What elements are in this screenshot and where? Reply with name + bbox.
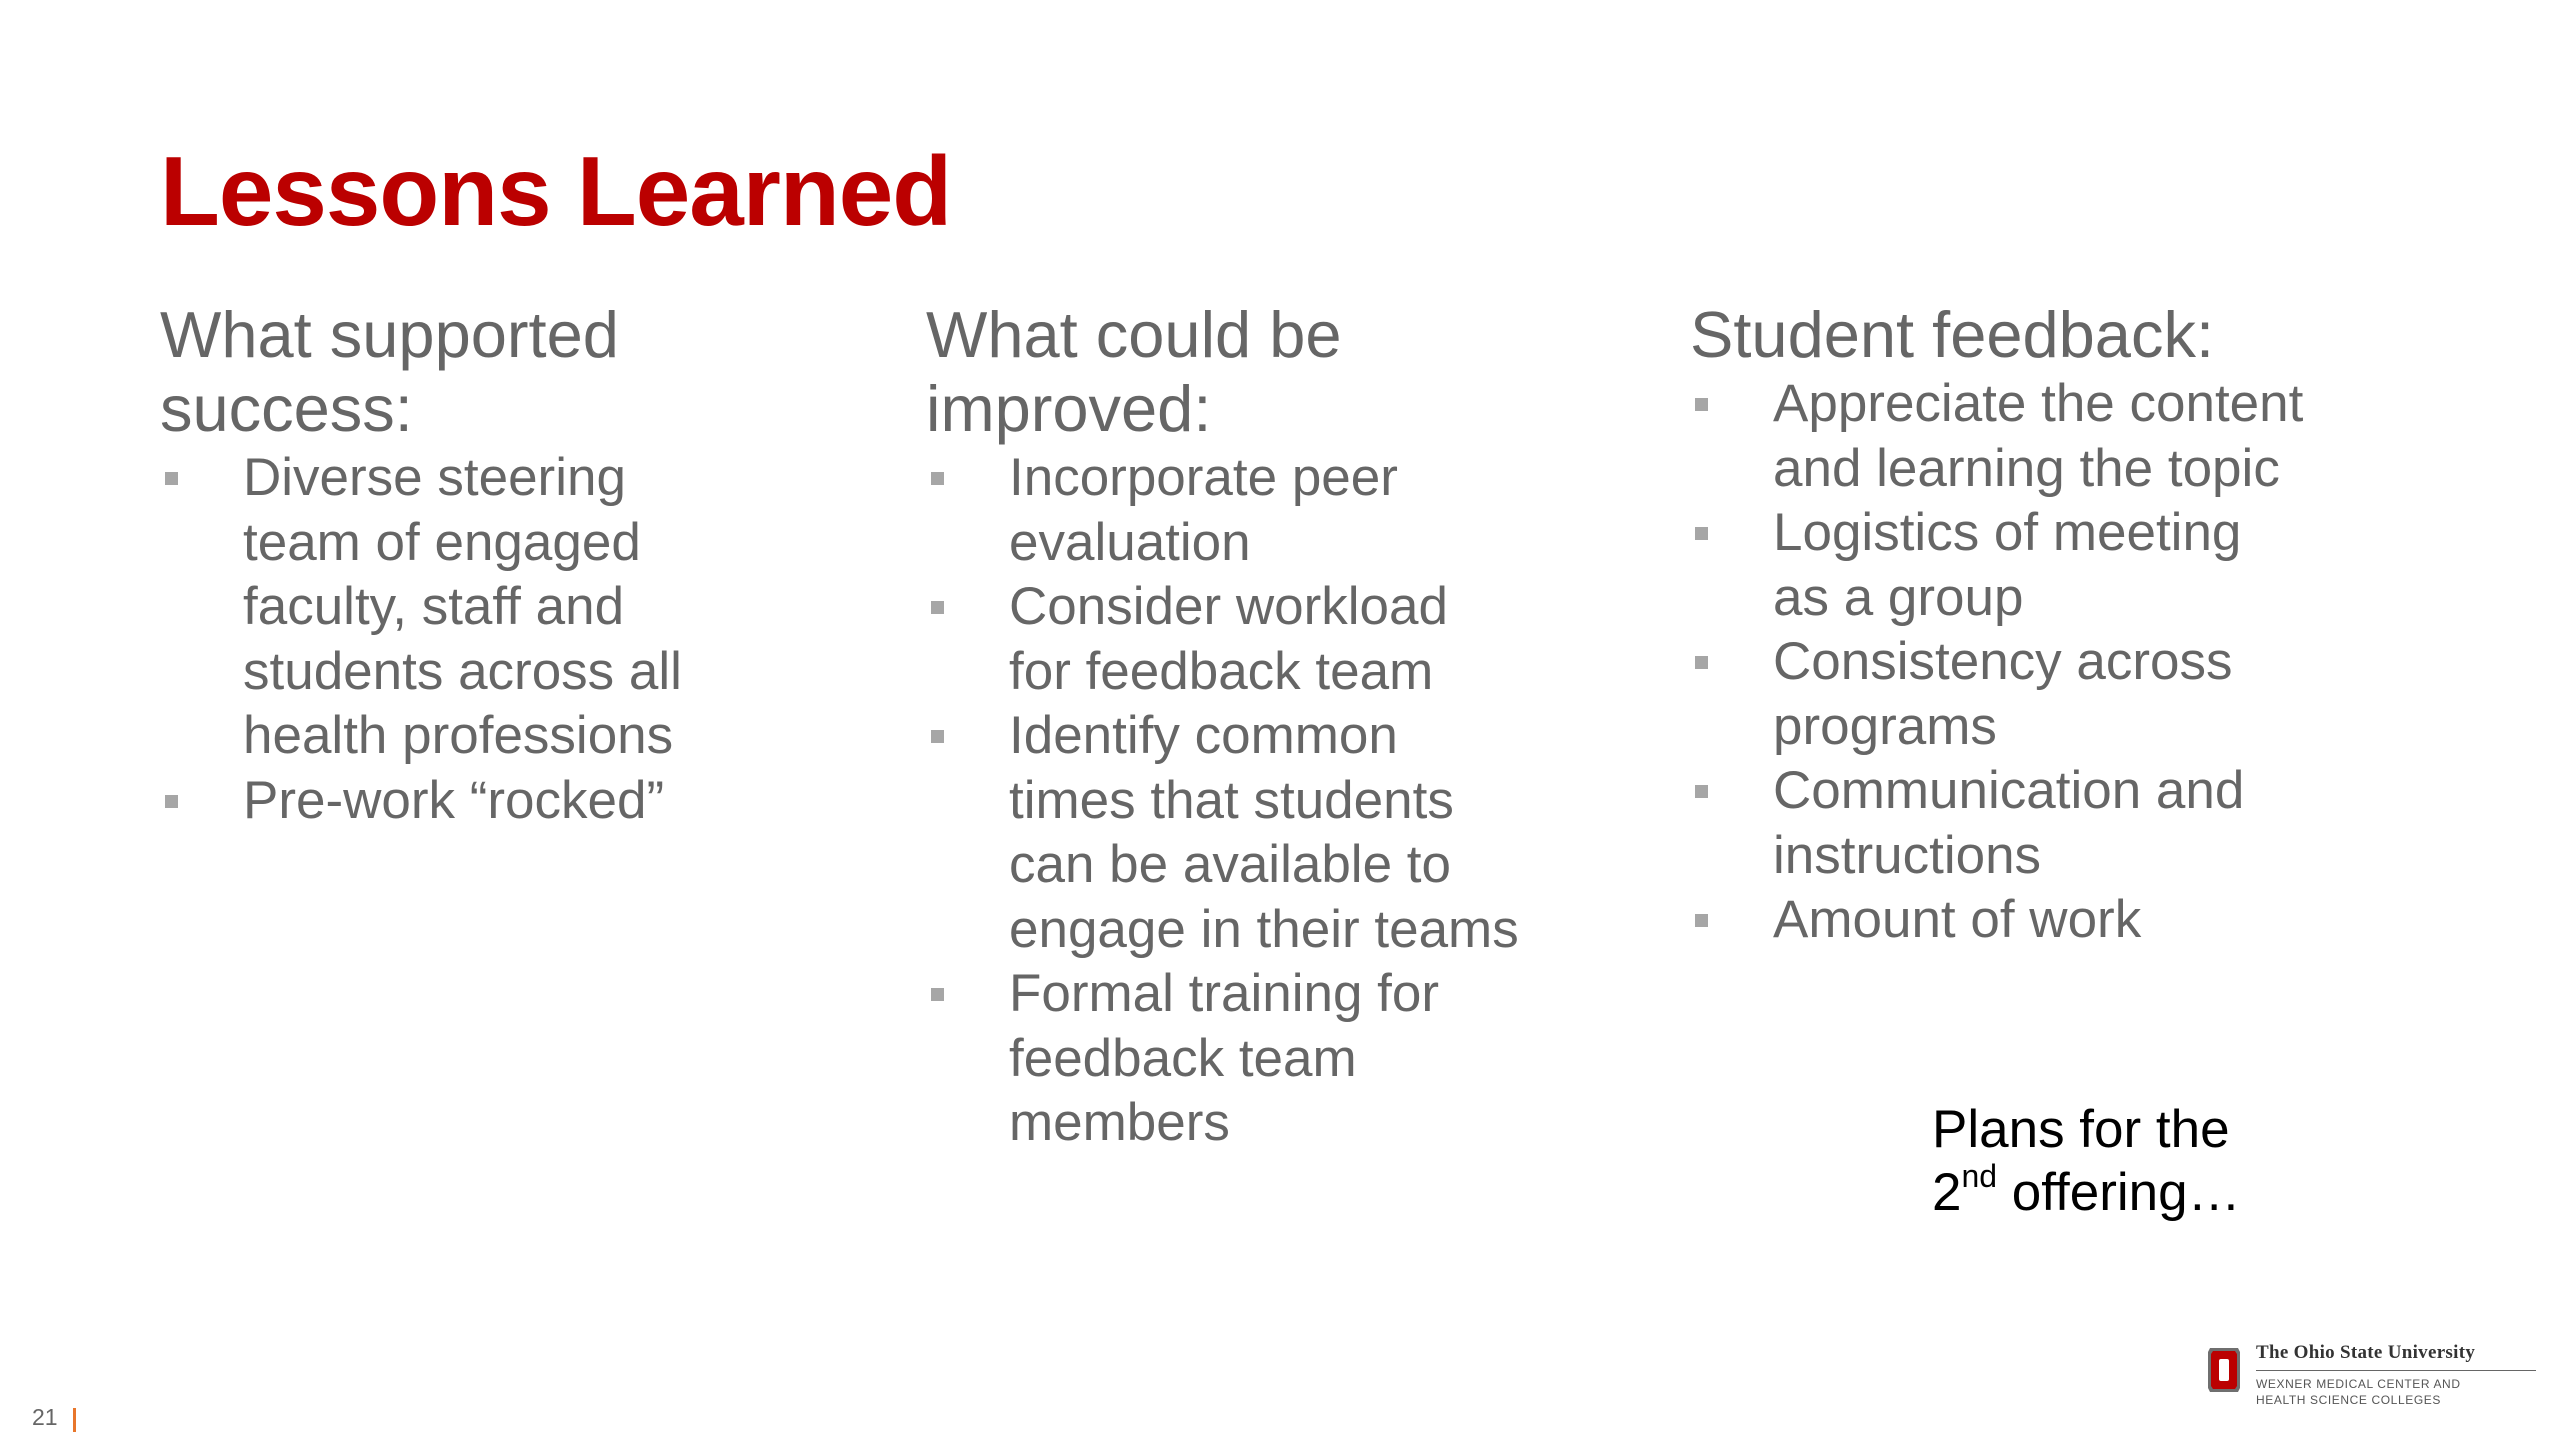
bullet-line: Communication and xyxy=(1773,761,2245,820)
slide-title: Lessons Learned xyxy=(160,136,952,246)
footer-divider xyxy=(73,1408,76,1432)
square-bullet-icon xyxy=(931,988,944,1001)
osu-logo xyxy=(2200,1340,2540,1420)
column-heading-line: improved: xyxy=(926,372,1212,445)
plans-note-line: offering… xyxy=(1997,1163,2241,1222)
bullet-item xyxy=(1690,759,2450,888)
bullet-line: programs xyxy=(1773,696,1997,756)
bullet-line: instructions xyxy=(1773,825,2042,885)
bullet-item xyxy=(1690,501,2450,630)
bullet-line: can be available to xyxy=(1009,835,1451,894)
bullet-item xyxy=(1690,888,2450,953)
bullet-line: times that students xyxy=(1009,770,1454,830)
square-bullet-icon xyxy=(165,795,178,808)
square-bullet-icon xyxy=(1695,398,1708,411)
square-bullet-icon xyxy=(1695,656,1708,669)
square-bullet-icon xyxy=(1695,785,1708,798)
logo-university-name: The Ohio State University xyxy=(2256,1342,2476,1363)
bullet-item xyxy=(1690,372,2450,501)
bullet-line: Diverse steering xyxy=(243,448,626,507)
plans-note-superscript: nd xyxy=(1961,1158,1998,1195)
logo-subtitle-line: HEALTH SCIENCE COLLEGES xyxy=(2256,1393,2441,1407)
bullet-line: members xyxy=(1009,1093,1230,1152)
column-heading xyxy=(160,298,840,446)
bullet-line: Pre-work “rocked” xyxy=(243,770,665,830)
bullet-list xyxy=(160,446,840,833)
bullet-line: students across all xyxy=(243,641,682,701)
bullet-line: as a group xyxy=(1773,567,2024,627)
bullet-line: health professions xyxy=(243,706,674,765)
bullet-line: Identify common xyxy=(1009,706,1398,765)
bullet-line: engage in their teams xyxy=(1009,899,1519,959)
bullet-list xyxy=(1690,372,2450,953)
bullet-line: Consistency across xyxy=(1773,632,2233,691)
column-heading-line: Student feedback: xyxy=(1690,298,2214,371)
bullet-line: Appreciate the content xyxy=(1773,374,2304,433)
bullet-line: Consider workload xyxy=(1009,577,1448,636)
bullet-line: evaluation xyxy=(1009,512,1251,572)
bullet-item xyxy=(160,769,840,834)
square-bullet-icon xyxy=(931,730,944,743)
block-o-icon xyxy=(2206,1346,2242,1394)
bullet-line: Amount of work xyxy=(1773,890,2142,949)
column-heading xyxy=(926,298,1606,446)
bullet-item xyxy=(926,575,1606,704)
column-heading-line: What supported xyxy=(160,298,619,371)
bullet-line: for feedback team xyxy=(1009,641,1434,701)
bullet-item xyxy=(926,704,1606,962)
bullet-line: and learning the topic xyxy=(1773,438,2280,498)
bullet-list xyxy=(926,446,1606,1156)
bullet-line: team of engaged xyxy=(243,512,641,572)
bullet-line: feedback team xyxy=(1009,1028,1357,1088)
bullet-line: Incorporate peer xyxy=(1009,448,1398,507)
square-bullet-icon xyxy=(931,472,944,485)
slide-page-number: 21 xyxy=(32,1404,58,1430)
column-what-could-be-improved xyxy=(926,298,1606,1156)
square-bullet-icon xyxy=(1695,527,1708,540)
bullet-line: Logistics of meeting xyxy=(1773,503,2242,562)
plans-note-ordinal: 2 xyxy=(1932,1163,1962,1222)
column-student-feedback xyxy=(1690,298,2450,953)
square-bullet-icon xyxy=(1695,914,1708,927)
column-heading-line: What could be xyxy=(926,298,1342,371)
bullet-item xyxy=(926,446,1606,575)
column-what-supported-success xyxy=(160,298,840,833)
column-heading-line: success: xyxy=(160,372,413,445)
plans-note-line: Plans for the xyxy=(1932,1100,2230,1159)
bullet-line: faculty, staff and xyxy=(243,577,625,636)
plans-note xyxy=(1932,1098,2241,1224)
square-bullet-icon xyxy=(165,472,178,485)
square-bullet-icon xyxy=(931,601,944,614)
column-heading xyxy=(1690,298,2450,372)
logo-subtitle-line: WEXNER MEDICAL CENTER AND xyxy=(2256,1377,2461,1391)
bullet-item xyxy=(160,446,840,769)
logo-rule xyxy=(2256,1370,2536,1371)
bullet-item xyxy=(926,962,1606,1156)
logo-subtitle xyxy=(2256,1376,2461,1408)
bullet-item xyxy=(1690,630,2450,759)
bullet-line: Formal training for xyxy=(1009,964,1440,1023)
